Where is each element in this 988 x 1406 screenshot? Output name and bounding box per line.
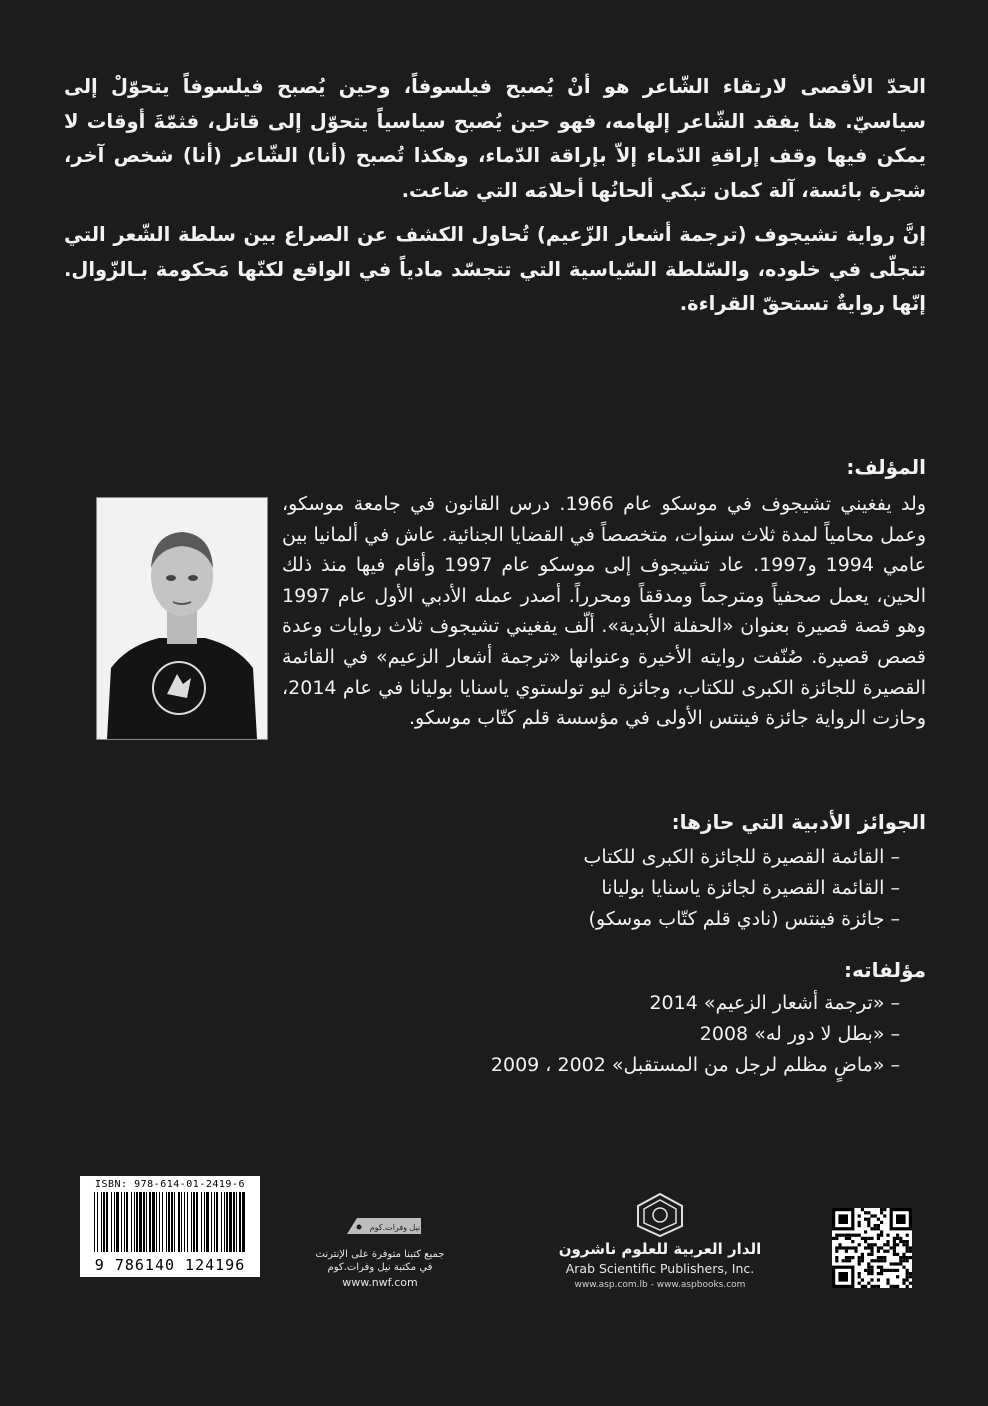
barcode-bar (106, 1192, 108, 1252)
publisher-name-ar: الدار العربية للعلوم ناشرون (558, 1240, 762, 1258)
nwf-tag-logo (345, 1212, 425, 1246)
barcode-bar (156, 1192, 157, 1252)
barcode-bar (101, 1192, 102, 1252)
barcode-bar (226, 1192, 228, 1252)
barcode-bar (211, 1192, 212, 1252)
barcode-bar (236, 1192, 237, 1252)
qr-module (858, 1224, 861, 1227)
qr-module (870, 1243, 873, 1246)
qr-module (877, 1227, 880, 1230)
barcode-bar (97, 1192, 98, 1252)
author-portrait-illustration (97, 498, 267, 739)
qr-module (858, 1221, 861, 1224)
blurb-paragraph-2: إنَّ رواية تشيجوف (ترجمة أشعار الزّعيم) تُحاول الكشف عن الصراع بين سلطة الشّعر التي تتجلّى في خلوده، والسّلطة السّياسية التي تتجسّد مادياً في الواقع لكنّها مَحكومة بـالزّوال. إنّها روايةٌ تستحقّ القراءة. (64, 223, 926, 315)
qr-module (893, 1243, 896, 1246)
works-heading: مؤلفاته: (844, 958, 926, 982)
barcode-bar (94, 1192, 95, 1252)
qr-module (867, 1262, 870, 1265)
barcode-bar (201, 1192, 202, 1252)
qr-module (899, 1237, 902, 1240)
qr-module (845, 1256, 848, 1259)
qr-module (890, 1246, 893, 1249)
barcode-bar (178, 1192, 180, 1252)
barcode-bar (206, 1192, 209, 1252)
barcode-bar (239, 1192, 241, 1252)
barcode-bar (204, 1192, 205, 1252)
publisher-website: www.asp.com.lb - www.aspbooks.com (574, 1280, 746, 1290)
qr-module (902, 1256, 905, 1259)
list-item: – القائمة القصيرة للجائزة الكبرى للكتاب (584, 842, 900, 873)
qr-module (867, 1243, 870, 1246)
qr-module (858, 1259, 861, 1262)
barcode-bar (168, 1192, 170, 1252)
qr-module (858, 1282, 861, 1285)
qr-module (877, 1278, 880, 1281)
barcode-bar (166, 1192, 167, 1252)
qr-module (858, 1234, 861, 1237)
barcode-bar (184, 1192, 185, 1252)
qr-module (890, 1285, 893, 1288)
qr-module (845, 1246, 848, 1249)
qr-module (880, 1256, 883, 1259)
qr-module (861, 1259, 864, 1262)
qr-code-pattern (832, 1208, 912, 1288)
barcode-bar (126, 1192, 128, 1252)
qr-module (858, 1214, 861, 1217)
qr-module (877, 1250, 880, 1253)
barcode-bar (196, 1192, 198, 1252)
barcode-bar (134, 1192, 135, 1252)
barcode-bar (233, 1192, 235, 1252)
qr-module (870, 1250, 873, 1253)
qr-module (893, 1250, 896, 1253)
barcode-bar (124, 1192, 125, 1252)
qr-module (877, 1234, 880, 1237)
qr-module (877, 1224, 880, 1227)
qr-module (883, 1269, 886, 1272)
qr-module (854, 1250, 857, 1253)
qr-module (864, 1285, 867, 1288)
qr-module (874, 1285, 877, 1288)
qr-module (902, 1278, 905, 1281)
qr-module (896, 1285, 899, 1288)
qr-module (906, 1256, 909, 1259)
qr-code (832, 1208, 912, 1288)
barcode-bar (146, 1192, 147, 1252)
nwf-note-line-1: جميع كتبنا متوفرة على الإنترنت (315, 1249, 445, 1260)
qr-module (867, 1224, 870, 1227)
qr-module (899, 1256, 902, 1259)
qr-module (870, 1246, 873, 1249)
qr-module (848, 1256, 851, 1259)
qr-module (880, 1246, 883, 1249)
works-list (491, 988, 900, 1080)
barcode-bar (187, 1192, 188, 1252)
qr-module (909, 1246, 912, 1249)
qr-module (864, 1269, 867, 1272)
qr-module (880, 1230, 883, 1233)
blurb (64, 70, 926, 332)
qr-module (906, 1275, 909, 1278)
qr-module (899, 1262, 902, 1265)
qr-module (867, 1237, 870, 1240)
qr-module (838, 1234, 841, 1237)
qr-module (906, 1240, 909, 1243)
qr-module (880, 1208, 883, 1211)
qr-module (848, 1237, 851, 1240)
qr-module (835, 1246, 838, 1249)
qr-module (886, 1240, 889, 1243)
qr-module (870, 1285, 873, 1288)
author-heading: المؤلف: (846, 455, 926, 479)
qr-module (870, 1214, 873, 1217)
qr-module (864, 1237, 867, 1240)
qr-module (851, 1240, 854, 1243)
publisher-logo-icon (634, 1192, 686, 1242)
qr-module (906, 1234, 909, 1237)
qr-module (877, 1266, 880, 1269)
qr-module (883, 1208, 886, 1211)
qr-module (883, 1214, 886, 1217)
qr-module (842, 1246, 845, 1249)
qr-module (902, 1259, 905, 1262)
qr-module (909, 1272, 912, 1275)
qr-module (893, 1269, 896, 1272)
qr-module (902, 1266, 905, 1269)
barcode-bar (216, 1192, 218, 1252)
barcode-bar (159, 1192, 160, 1252)
qr-module (880, 1259, 883, 1262)
qr-module (835, 1234, 838, 1237)
qr-module (883, 1243, 886, 1246)
qr-module (902, 1240, 905, 1243)
qr-module (909, 1250, 912, 1253)
awards-heading: الجوائز الأدبية التي حازها: (671, 810, 926, 834)
qr-module (854, 1246, 857, 1249)
qr-module (896, 1253, 899, 1256)
qr-module (861, 1285, 864, 1288)
qr-module (854, 1234, 857, 1237)
list-item: – القائمة القصيرة لجائزة ياسنايا بوليانا (584, 873, 900, 904)
qr-module (845, 1259, 848, 1262)
qr-module (870, 1259, 873, 1262)
qr-module (909, 1256, 912, 1259)
qr-module (906, 1250, 909, 1253)
publisher-name-en: Arab Scientific Publishers, Inc. (565, 1261, 755, 1276)
qr-module (870, 1253, 873, 1256)
qr-module (886, 1269, 889, 1272)
barcode-bar (139, 1192, 142, 1252)
qr-module (845, 1234, 848, 1237)
qr-module (886, 1243, 889, 1246)
list-item: – «ماضٍ مظلم لرجل من المستقبل» 2002 ، 2009 (491, 1050, 900, 1081)
qr-module (858, 1275, 861, 1278)
qr-module (867, 1272, 870, 1275)
qr-module (893, 1240, 896, 1243)
isbn-barcode (80, 1176, 260, 1277)
barcode-bar (171, 1192, 173, 1252)
qr-finder (838, 1214, 848, 1224)
nwf-url: www.nwf.com (342, 1276, 418, 1289)
qr-module (902, 1282, 905, 1285)
barcode-bar (181, 1192, 182, 1252)
qr-module (874, 1243, 877, 1246)
qr-module (870, 1227, 873, 1230)
qr-module (906, 1285, 909, 1288)
qr-module (880, 1234, 883, 1237)
qr-module (896, 1275, 899, 1278)
qr-module (861, 1208, 864, 1211)
qr-module (845, 1237, 848, 1240)
qr-module (867, 1218, 870, 1221)
qr-module (858, 1262, 861, 1265)
qr-module (880, 1211, 883, 1214)
qr-module (896, 1269, 899, 1272)
qr-module (867, 1246, 870, 1249)
qr-module (909, 1275, 912, 1278)
qr-module (880, 1266, 883, 1269)
qr-module (858, 1272, 861, 1275)
barcode-bar (114, 1192, 115, 1252)
qr-module (864, 1218, 867, 1221)
qr-module (851, 1246, 854, 1249)
qr-module (870, 1278, 873, 1281)
qr-module (890, 1262, 893, 1265)
qr-module (861, 1253, 864, 1256)
qr-module (886, 1278, 889, 1281)
qr-module (838, 1243, 841, 1246)
qr-module (848, 1246, 851, 1249)
qr-module (861, 1278, 864, 1281)
qr-module (877, 1272, 880, 1275)
qr-module (886, 1250, 889, 1253)
barcode-bar (193, 1192, 195, 1252)
qr-module (861, 1256, 864, 1259)
barcode-bars (80, 1192, 260, 1254)
barcode-bar (242, 1192, 245, 1252)
qr-module (893, 1253, 896, 1256)
qr-module (867, 1282, 870, 1285)
qr-module (893, 1237, 896, 1240)
barcode-bar (149, 1192, 151, 1252)
qr-module (835, 1256, 838, 1259)
barcode-bar (229, 1192, 232, 1252)
barcode-bar (111, 1192, 112, 1252)
qr-module (877, 1246, 880, 1249)
qr-module (906, 1272, 909, 1275)
qr-module (880, 1221, 883, 1224)
nwf-note (300, 1248, 460, 1274)
qr-module (858, 1243, 861, 1246)
qr-module (851, 1256, 854, 1259)
qr-module (899, 1240, 902, 1243)
qr-module (858, 1256, 861, 1259)
barcode-bar (143, 1192, 145, 1252)
qr-module (832, 1237, 835, 1240)
qr-module (874, 1259, 877, 1262)
qr-finder (838, 1272, 848, 1282)
qr-module (835, 1259, 838, 1262)
qr-module (864, 1240, 867, 1243)
blurb-paragraph-1: الحدّ الأقصى لارتقاء الشّاعر هو أنْ يُصبح فيلسوفاً، وحين يُصبح فيلسوفاً يتحوّلْ إلى سياسيّ. هنا يفقد الشّاعر إلهامه، فهو حين يُصبح سياسياً يتحوّل إلى قاتل، فثمّةَ أوقات لا يمكن فيها وقف إراقةِ الدّماء إلاّ بإراقة الدّماء، وهكذا تُصبح (أنا) الشّاعر (أنا) شخص آخر، شجرة بائسة، آلة كمان تبكي ألحانُها أحلامَه التي ضاعت. (64, 75, 926, 202)
qr-module (906, 1259, 909, 1262)
qr-module (874, 1224, 877, 1227)
author-photo (96, 497, 268, 740)
qr-module (906, 1278, 909, 1281)
barcode-bar (121, 1192, 122, 1252)
qr-module (896, 1237, 899, 1240)
qr-module (883, 1250, 886, 1253)
qr-module (893, 1262, 896, 1265)
isbn-label: ISBN: 978-614-01-2419-6 (95, 1179, 245, 1190)
qr-module (835, 1237, 838, 1240)
qr-module (899, 1259, 902, 1262)
qr-module (902, 1243, 905, 1246)
qr-module (870, 1272, 873, 1275)
qr-module (842, 1234, 845, 1237)
qr-module (883, 1256, 886, 1259)
qr-module (896, 1234, 899, 1237)
list-item: – «بطل لا دور له» 2008 (491, 1019, 900, 1050)
barcode-bar (221, 1192, 222, 1252)
nwf-tag-label: نيل وفرات.كوم (369, 1223, 421, 1232)
barcode-bar (152, 1192, 155, 1252)
qr-finder (896, 1214, 906, 1224)
qr-module (867, 1221, 870, 1224)
qr-module (880, 1269, 883, 1272)
barcode-bar (224, 1192, 225, 1252)
qr-module (880, 1272, 883, 1275)
list-item: – جائزة فينتس (نادي قلم كتّاب موسكو) (584, 904, 900, 935)
barcode-bar (116, 1192, 119, 1252)
barcode-bar (131, 1192, 132, 1252)
qr-module (867, 1253, 870, 1256)
qr-module (896, 1243, 899, 1246)
qr-module (864, 1211, 867, 1214)
qr-module (877, 1259, 880, 1262)
qr-module (867, 1211, 870, 1214)
qr-module (877, 1256, 880, 1259)
qr-module (877, 1218, 880, 1221)
qr-module (851, 1234, 854, 1237)
qr-module (902, 1253, 905, 1256)
qr-module (886, 1234, 889, 1237)
list-item: – «ترجمة أشعار الزعيم» 2014 (491, 988, 900, 1019)
qr-module (861, 1237, 864, 1240)
qr-module (867, 1266, 870, 1269)
barcode-bar (103, 1192, 105, 1252)
qr-module (896, 1262, 899, 1265)
nwf-note-line-2: في مكتبة نيل وفرات.كوم (327, 1262, 433, 1273)
awards-list (584, 842, 900, 934)
qr-module (870, 1266, 873, 1269)
qr-module (870, 1237, 873, 1240)
qr-module (906, 1243, 909, 1246)
qr-module (906, 1269, 909, 1272)
barcode-bar (136, 1192, 138, 1252)
qr-module (867, 1269, 870, 1272)
qr-module (870, 1269, 873, 1272)
qr-module (886, 1282, 889, 1285)
qr-module (906, 1246, 909, 1249)
barcode-digits: 9 786140 124196 (94, 1256, 246, 1274)
barcode-bar (191, 1192, 192, 1252)
qr-module (874, 1227, 877, 1230)
qr-module (877, 1237, 880, 1240)
qr-module (864, 1246, 867, 1249)
barcode-bar (214, 1192, 215, 1252)
qr-module (909, 1282, 912, 1285)
qr-module (893, 1246, 896, 1249)
qr-module (848, 1259, 851, 1262)
qr-module (864, 1230, 867, 1233)
qr-module (835, 1250, 838, 1253)
barcode-bar (174, 1192, 175, 1252)
author-bio: ولد يفغيني تشيجوف في موسكو عام 1966. درس القانون في جامعة موسكو، وعمل محامياً لمدة ثلاث سنوات، متخصصاً في القضايا الجنائية. عاش في ألمانيا بين عامي 1994 و1997. عاد تشيجوف إلى موسكو عام 1997 وأقام فيها منذ ذلك الحين، يعمل صحفياً ومترجماً ومدققاً ومحرراً. أصدر عمله الأدبي الأول عام 1997 وهو قصة قصيرة بعنوان «الحفلة الأبدية». ألّف يفغيني تشيجوف ثلاث روايات وعدة قصص قصيرة. صُنّفت روايته الأخيرة وعنوانها «ترجمة أشعار الزعيم» في القائمة القصيرة للجائزة الكبرى للكتاب، وجائزة ليو تولستوي ياسنايا بوليانا في عام 2014، وحازت الرواية جائزة فينتس الأولى في مؤسسة قلم كتّاب موسكو. (282, 493, 926, 730)
qr-module (845, 1250, 848, 1253)
qr-module (838, 1246, 841, 1249)
qr-module (848, 1234, 851, 1237)
qr-module (883, 1259, 886, 1262)
barcode-bar (162, 1192, 163, 1252)
qr-module (893, 1285, 896, 1288)
qr-module (877, 1285, 880, 1288)
qr-module (874, 1214, 877, 1217)
qr-module (890, 1269, 893, 1272)
qr-module (842, 1259, 845, 1262)
